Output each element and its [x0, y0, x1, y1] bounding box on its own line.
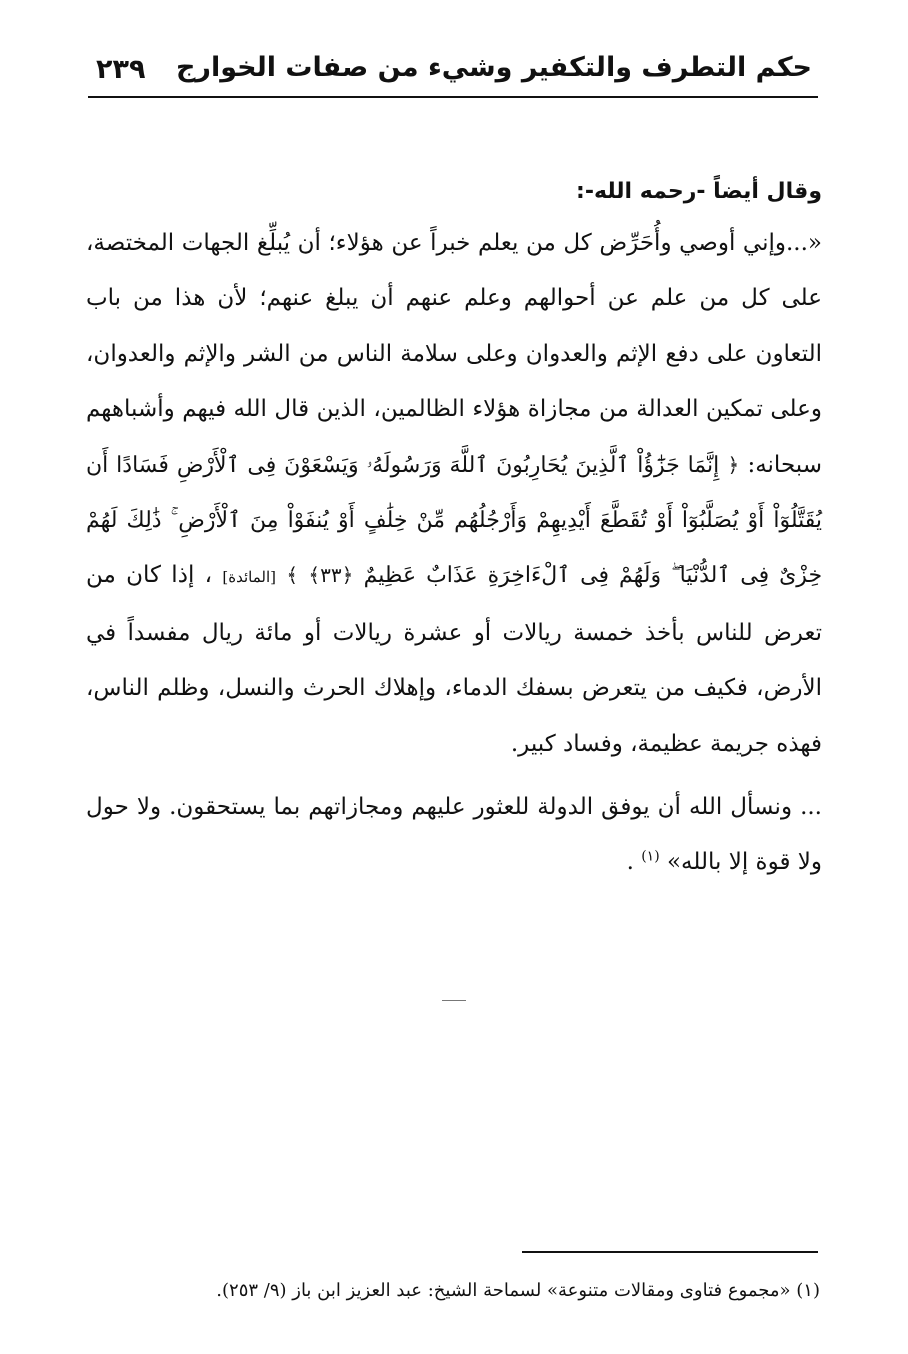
running-title: حكم التطرف والتكفير وشيء من صفات الخوارج [175, 52, 812, 83]
verse-open-bracket: ﴿ [727, 452, 740, 477]
closing-paragraph [86, 780, 822, 891]
verse-number: ﴿٣٣﴾ [308, 563, 354, 588]
main-text [86, 172, 822, 891]
footnote-separator [522, 1251, 818, 1253]
footnote-reference: (١) [641, 848, 660, 865]
section-divider [442, 1000, 466, 1001]
paragraph-conclusion: ، إذا كان من تعرض للناس بأخذ خمسة ريالات أو عشرة ريالات أو مائة ريال مفسداً في الأرض، فكيف من يتعرض بسفك الدماء، وإهلاك الحرث والنسل، وظلم الناس، فهذه جريمة عظيمة، وفساد كبير. [86, 562, 822, 757]
quran-verse: إِنَّمَا جَزَٰٓؤُاْ ٱلَّذِينَ يُحَارِبُونَ ٱللَّهَ وَرَسُولَهُۥ وَيَسْعَوْنَ فِى ٱلْأَرْضِ فَسَادًا أَن يُقَتَّلُوٓاْ أَوْ يُصَلَّبُوٓاْ أَوْ تُقَطَّعَ أَيْدِيهِمْ وَأَرْجُلُهُم مِّنْ خِلَٰفٍ أَوْ يُنفَوْاْ مِنَ ٱلْأَرْضِ ۚ ذَٰلِكَ لَهُمْ خِزْىٌ فِى ٱلدُّنْيَا ۖ وَلَهُمْ فِى ٱلْءَاخِرَةِ عَذَابٌ عَظِيمٌ [86, 452, 823, 589]
closing-period: . [626, 849, 634, 876]
page-number: ٢٣٩ [96, 54, 146, 85]
closing-text: ... ونسأل الله أن يوفق الدولة للعثور عليهم ومجازاتهم بما يستحقون. ولا حول ولا قوة إلا بالله» [86, 794, 822, 876]
paragraph-intro: «...وإني أوصي وأُحَرِّض كل من يعلم خبراً عن هؤلاء؛ أن يُبلِّغ الجهات المختصة، على كل من علم عن أحوالهم وعلم عنهم أن يبلغ عنهم؛ لأن هذا من باب التعاون على دفع الإثم والعدوان وعلى سلامة الناس من الشر والإثم والعدوان، وعلى تمكين العدالة من مجازاة هؤلاء الظالمين، الذين قال الله فيهم وأشباههم سبحانه: [86, 230, 823, 478]
quote-paragraph [86, 216, 822, 772]
verse-close-bracket: ﴾ [286, 563, 299, 588]
section-subheading: وقال أيضاً -رحمه الله-: [576, 179, 822, 204]
page-header [88, 48, 818, 98]
footnote: (١) «مجموع فتاوى ومقالات متنوعة» لسماحة الشيخ: عبد العزيز ابن باز (٩/ ٢٥٣). [216, 1280, 820, 1301]
surah-citation: [المائدة] [222, 568, 276, 587]
